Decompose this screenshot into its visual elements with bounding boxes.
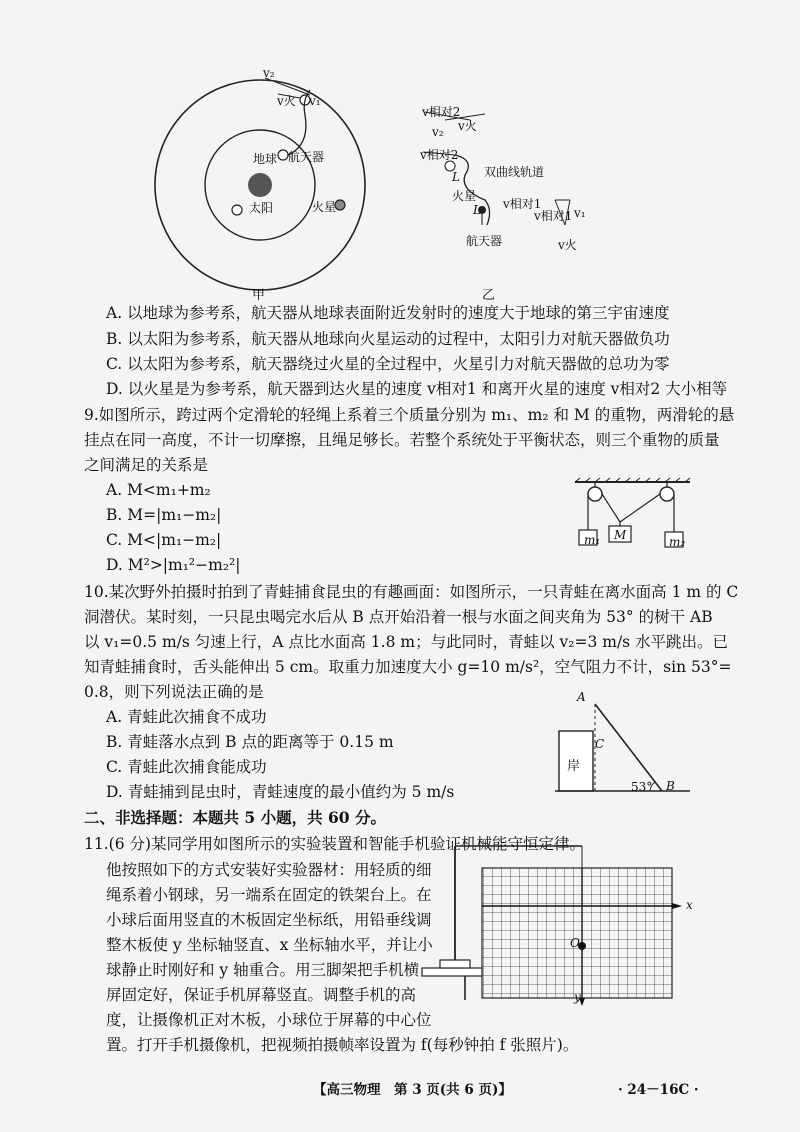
label-m1: m₁ [584,533,601,547]
section-two-heading: 二、非选择题：本题共 5 小题，共 60 分。 [84,808,386,827]
label-v1-tri: v₁ [574,206,586,220]
label-L2: L [473,203,481,217]
q10-option-c: C. 青蛙此次捕食能成功 [106,758,267,776]
q8-option-d: D. 以火星是为参考系，航天器到达火星的速度 v相对1 和离开火星的速度 v相对2 大小相等 [106,380,728,398]
figure-q11-apparatus [420,840,690,1010]
label-v2: v₂ [263,66,275,80]
q10-option-a: A. 青蛙此次捕食不成功 [106,708,267,726]
label-earth: 地球 [253,152,278,166]
q11-line-8: 置。打开手机摄像机，把视频拍摄帧率设置为 f(每秒钟拍 f 张照片)。 [106,1036,579,1054]
label-mars: 火星 [312,200,337,214]
label-B: B [666,779,675,793]
label-mars-yi: 火星 [452,189,477,203]
q11-line-4: 整木板使 y 坐标轴竖直、x 坐标轴水平，并让小 [106,936,433,954]
caption-yi: 乙 [482,288,496,303]
label-vrel1-tri: v相对1 [534,209,573,223]
label-vmars-top: v火 [458,119,477,133]
q10-option-d: D. 青蛙捕到昆虫时，青蛙速度的最小值约为 5 m/s [106,783,455,801]
label-spacecraft-yi: 航天器 [466,234,503,248]
q10-stem-2: 洞潜伏。某时刻，一只昆虫喝完水后从 B 点开始沿着一根与水面之间夹角为 53° 的树干 AB [84,608,713,626]
axis-label-x: x [686,898,693,912]
q11-line-7: 度，让摄像机正对木板，小球位于屏幕的中心位 [106,1011,432,1029]
q8-option-b: B. 以太阳为参考系，航天器从地球向火星运动的过程中，太阳引力对航天器做负功 [106,330,670,348]
q11-stem-first: 11.(6 分)某同学用如图所示的实验装置和智能手机验证机械能守恒定律。 [84,835,586,853]
q9-option-c: C. M<|m₁−m₂| [106,531,222,549]
q9-stem-1: 9.如图所示，跨过两个定滑轮的轻绳上系着三个质量分别为 m₁、m₂ 和 M 的重物，两滑轮的悬 [84,406,735,424]
q8-option-a: A. 以地球为参考系，航天器从地球表面附近发射时的速度大于地球的第三宇宙速度 [106,304,670,322]
label-vrel1: v相对1 [503,197,542,211]
label-m2: m₂ [669,535,686,549]
label-sun: 太阳 [249,201,274,215]
page-footer-center: 【高三物理 第 3 页(共 6 页)】 [313,1082,512,1098]
q11-line-6: 屏固定好，保证手机屏幕竖直。调整手机的高 [106,986,417,1004]
q8-option-c: C. 以太阳为参考系，航天器绕过火星的全过程中，火星引力对航天器做的总功为零 [106,355,670,373]
q11-line-5: 球静止时刚好和 y 轴重合。用三脚架把手机横 [106,961,420,979]
q9-stem-3: 之间满足的关系是 [84,456,209,474]
label-hyperbola: 双曲线轨道 [484,165,545,179]
q10-stem-4: 知青蛙捕食时，舌头能伸出 5 cm。取重力加速度大小 g=10 m/s²，空气阻力不计，sin 53°= [84,658,732,676]
label-bank: 岸 [567,759,581,774]
label-v2-top: v₂ [432,125,444,139]
label-vrel2-top: v相对2 [422,105,461,119]
q9-stem-2: 挂点在同一高度，不计一切摩擦，且绳足够长。若整个系统处于平衡状态，则三个重物的质量 [84,431,720,449]
label-C: C [595,737,605,751]
label-spacecraft: 航天器 [288,150,325,164]
label-M: M [614,528,627,542]
figure-jia-orbits [150,60,380,290]
label-53deg: 53° [631,780,653,794]
label-origin: O [570,936,580,950]
label-vrel2: v相对2 [420,148,459,162]
q10-stem-1: 10.某次野外拍摄时拍到了青蛙捕食昆虫的有趣画面：如图所示，一只青蛙在离水面高 1 m 的 C [84,583,739,601]
label-vmars-tri: v火 [558,238,577,252]
q9-option-b: B. M=|m₁−m₂| [106,506,222,524]
caption-jia: 甲 [252,288,266,303]
q11-line-2: 绳系着小钢球，另一端系在固定的铁架台上。在 [106,886,432,904]
label-v1: v₁ [309,94,321,108]
q11-line-3: 小球后面用竖直的木板固定坐标纸，用铅垂线调 [106,911,432,929]
page-footer-code: · 24－16C · [618,1082,699,1098]
q9-option-a: A. M<m₁+m₂ [106,481,211,499]
q11-line-1: 他按照如下的方式安装好实验器材：用轻质的细 [106,861,432,879]
q10-stem-3: 以 v₁=0.5 m/s 匀速上行，A 点比水面高 1.8 m；与此同时，青蛙以 v₂=3 m/s 水平跳出。已 [84,633,729,651]
q10-option-b: B. 青蛙落水点到 B 点的距离等于 0.15 m [106,733,394,751]
axis-label-y: y [574,990,581,1004]
label-A: A [577,690,586,704]
label-L1: L [452,170,460,184]
q9-option-d: D. M²>|m₁²−m₂²| [106,556,241,574]
label-vmars: v火 [277,94,296,108]
q10-stem-5: 0.8，则下列说法正确的是 [84,683,264,701]
